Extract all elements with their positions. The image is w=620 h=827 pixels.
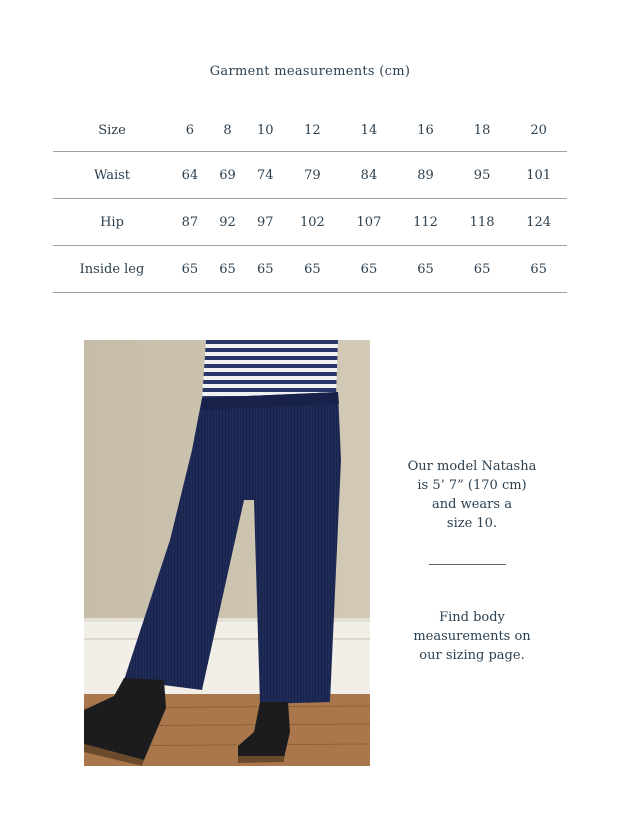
table-cell: 124 bbox=[510, 199, 567, 246]
sizing-note-line: Find body bbox=[439, 610, 505, 625]
size-header: 16 bbox=[397, 110, 454, 152]
table-row bbox=[53, 152, 567, 199]
model-note-line: and wears a bbox=[432, 497, 512, 512]
measurements-table bbox=[53, 110, 567, 293]
table-cell: 92 bbox=[209, 199, 247, 246]
size-header: 18 bbox=[454, 110, 511, 152]
table-cell: 95 bbox=[454, 152, 511, 199]
size-header: 14 bbox=[341, 110, 398, 152]
sizing-note bbox=[390, 608, 554, 665]
model-note-line: size 10. bbox=[446, 516, 498, 531]
table-header-row bbox=[53, 110, 567, 152]
table-cell: 65 bbox=[209, 246, 247, 293]
table-cell: 65 bbox=[171, 246, 209, 293]
table-cell: 69 bbox=[209, 152, 247, 199]
table-cell: 74 bbox=[246, 152, 284, 199]
table-cell: 65 bbox=[284, 246, 341, 293]
table-cell: 107 bbox=[341, 199, 398, 246]
row-label: Hip bbox=[53, 199, 171, 246]
table-row bbox=[53, 199, 567, 246]
table-cell: 65 bbox=[454, 246, 511, 293]
page-title: Garment measurements (cm) bbox=[209, 64, 411, 79]
sizing-note-line: our sizing page. bbox=[419, 648, 525, 663]
table-cell: 112 bbox=[397, 199, 454, 246]
table-cell: 65 bbox=[510, 246, 567, 293]
row-label: Waist bbox=[53, 152, 171, 199]
table-row bbox=[53, 246, 567, 293]
table-cell: 89 bbox=[397, 152, 454, 199]
table-cell: 65 bbox=[397, 246, 454, 293]
table-cell: 84 bbox=[341, 152, 398, 199]
size-header: 20 bbox=[510, 110, 567, 152]
model-note-line: Our model Natasha bbox=[407, 459, 537, 474]
table-cell: 118 bbox=[454, 199, 511, 246]
model-photo bbox=[84, 340, 370, 766]
model-note-line: is 5’ 7” (170 cm) bbox=[417, 478, 527, 493]
sizing-note-line: measurements on bbox=[413, 629, 531, 644]
divider bbox=[429, 564, 506, 565]
table-cell: 101 bbox=[510, 152, 567, 199]
table-cell: 64 bbox=[171, 152, 209, 199]
size-header: 10 bbox=[246, 110, 284, 152]
table-cell: 102 bbox=[284, 199, 341, 246]
size-header: 12 bbox=[284, 110, 341, 152]
row-label: Inside leg bbox=[53, 246, 171, 293]
size-header: 6 bbox=[171, 110, 209, 152]
table-cell: 65 bbox=[341, 246, 398, 293]
table-cell: 65 bbox=[246, 246, 284, 293]
header-label: Size bbox=[53, 110, 171, 152]
model-note bbox=[390, 457, 554, 533]
table-cell: 87 bbox=[171, 199, 209, 246]
size-header: 8 bbox=[209, 110, 247, 152]
table-cell: 97 bbox=[246, 199, 284, 246]
table-cell: 79 bbox=[284, 152, 341, 199]
